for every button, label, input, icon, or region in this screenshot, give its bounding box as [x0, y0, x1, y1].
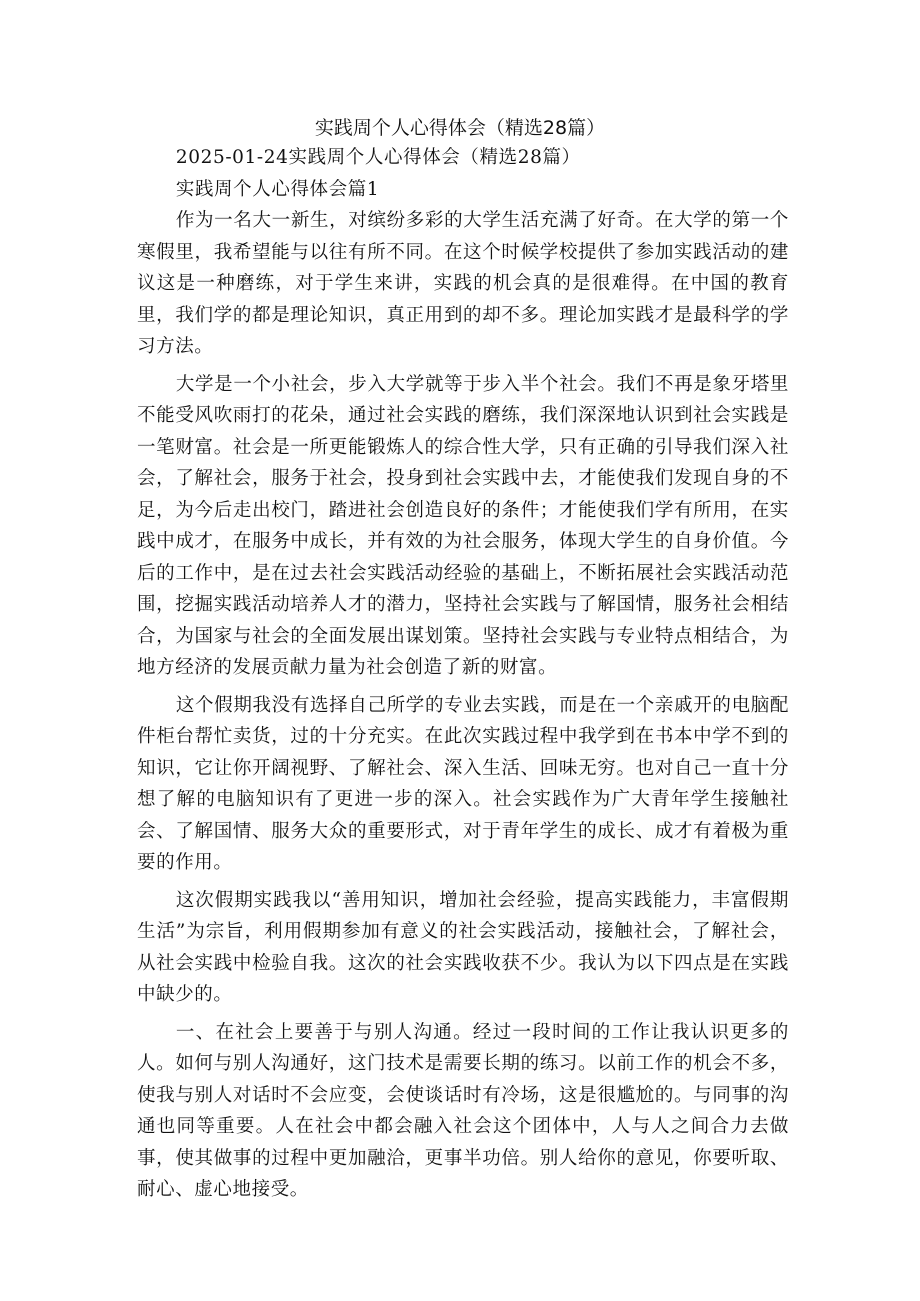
document-body: [137, 142, 789, 1212]
date-line: 2025-01-24实践周个人心得体会（精选28篇）: [175, 147, 581, 168]
body-paragraph: 这个假期我没有选择自己所学的专业去实践，而是在一个亲戚开的电脑配件柜台帮忙卖货，过的十分充实。在此次实践过程中我学到在书本中学不到的知识，它让你开阔视野、了解社会、深入生活、回味无穷。也对自己一直十分想了解的电脑知识有了更进一步的深入。社会实践作为广大青年学生接触社会、了解国情、服务大众的重要形式，对于青年学生的成长、成才有着极为重要的作用。: [137, 694, 789, 873]
document-title: 实践周个人心得体会（精选28篇）: [314, 117, 606, 139]
section-heading: 实践周个人心得体会篇1: [175, 178, 380, 200]
body-paragraph: 大学是一个小社会，步入大学就等于步入半个社会。我们不再是象牙塔里不能受风吹雨打的花朵，通过社会实践的磨练，我们深深地认识到社会实践是一笔财富。社会是一所更能锻炼人的综合性大学，只有正确的引导我们深入社会，了解社会，服务于社会，投身到社会实践中去，才能使我们发现自身的不足，为今后走出校门，踏进社会创造良好的条件；才能使我们学有所用，在实践中成才，在服务中成长，并有效的为社会服务，体现大学生的自身价值。今后的工作中，是在过去社会实践活动经验的基础上，不断拓展社会实践活动范围，挖掘实践活动培养人才的潜力，坚持社会实践与了解国情，服务社会相结合，为国家与社会的全面发展出谋划策。坚持社会实践与专业特点相结合，为地方经济的发展贡献力量为社会创造了新的财富。: [137, 373, 789, 678]
body-paragraph: 作为一名大一新生，对缤纷多彩的大学生活充满了好奇。在大学的第一个寒假里，我希望能与以往有所不同。在这个时候学校提供了参加实践活动的建议这是一种磨练，对于学生来讲，实践的机会真的是很难得。在中国的教育里，我们学的都是理论知识，真正用到的却不多。理论加实践才是最科学的学习方法。: [137, 210, 789, 357]
body-paragraph: 这次假期实践我以“善用知识，增加社会经验，提高实践能力，丰富假期生活”为宗旨，利用假期参加有意义的社会实践活动，接触社会，了解社会，从社会实践中检验自我。这次的社会实践收获不少。我认为以下四点是在实践中缺少的。: [137, 889, 789, 1005]
body-paragraph: 一、在社会上要善于与别人沟通。经过一段时间的工作让我认识更多的人。如何与别人沟通好，这门技术是需要长期的练习。以前工作的机会不多，使我与别人对话时不会应变，会使谈话时有冷场，这是很尴尬的。与同事的沟通也同等重要。人在社会中都会融入社会这个团体中，人与人之间合力去做事，使其做事的过程中更加融洽，更事半功倍。别人给你的意见，你要听取、耐心、虚心地接受。: [137, 1021, 789, 1200]
